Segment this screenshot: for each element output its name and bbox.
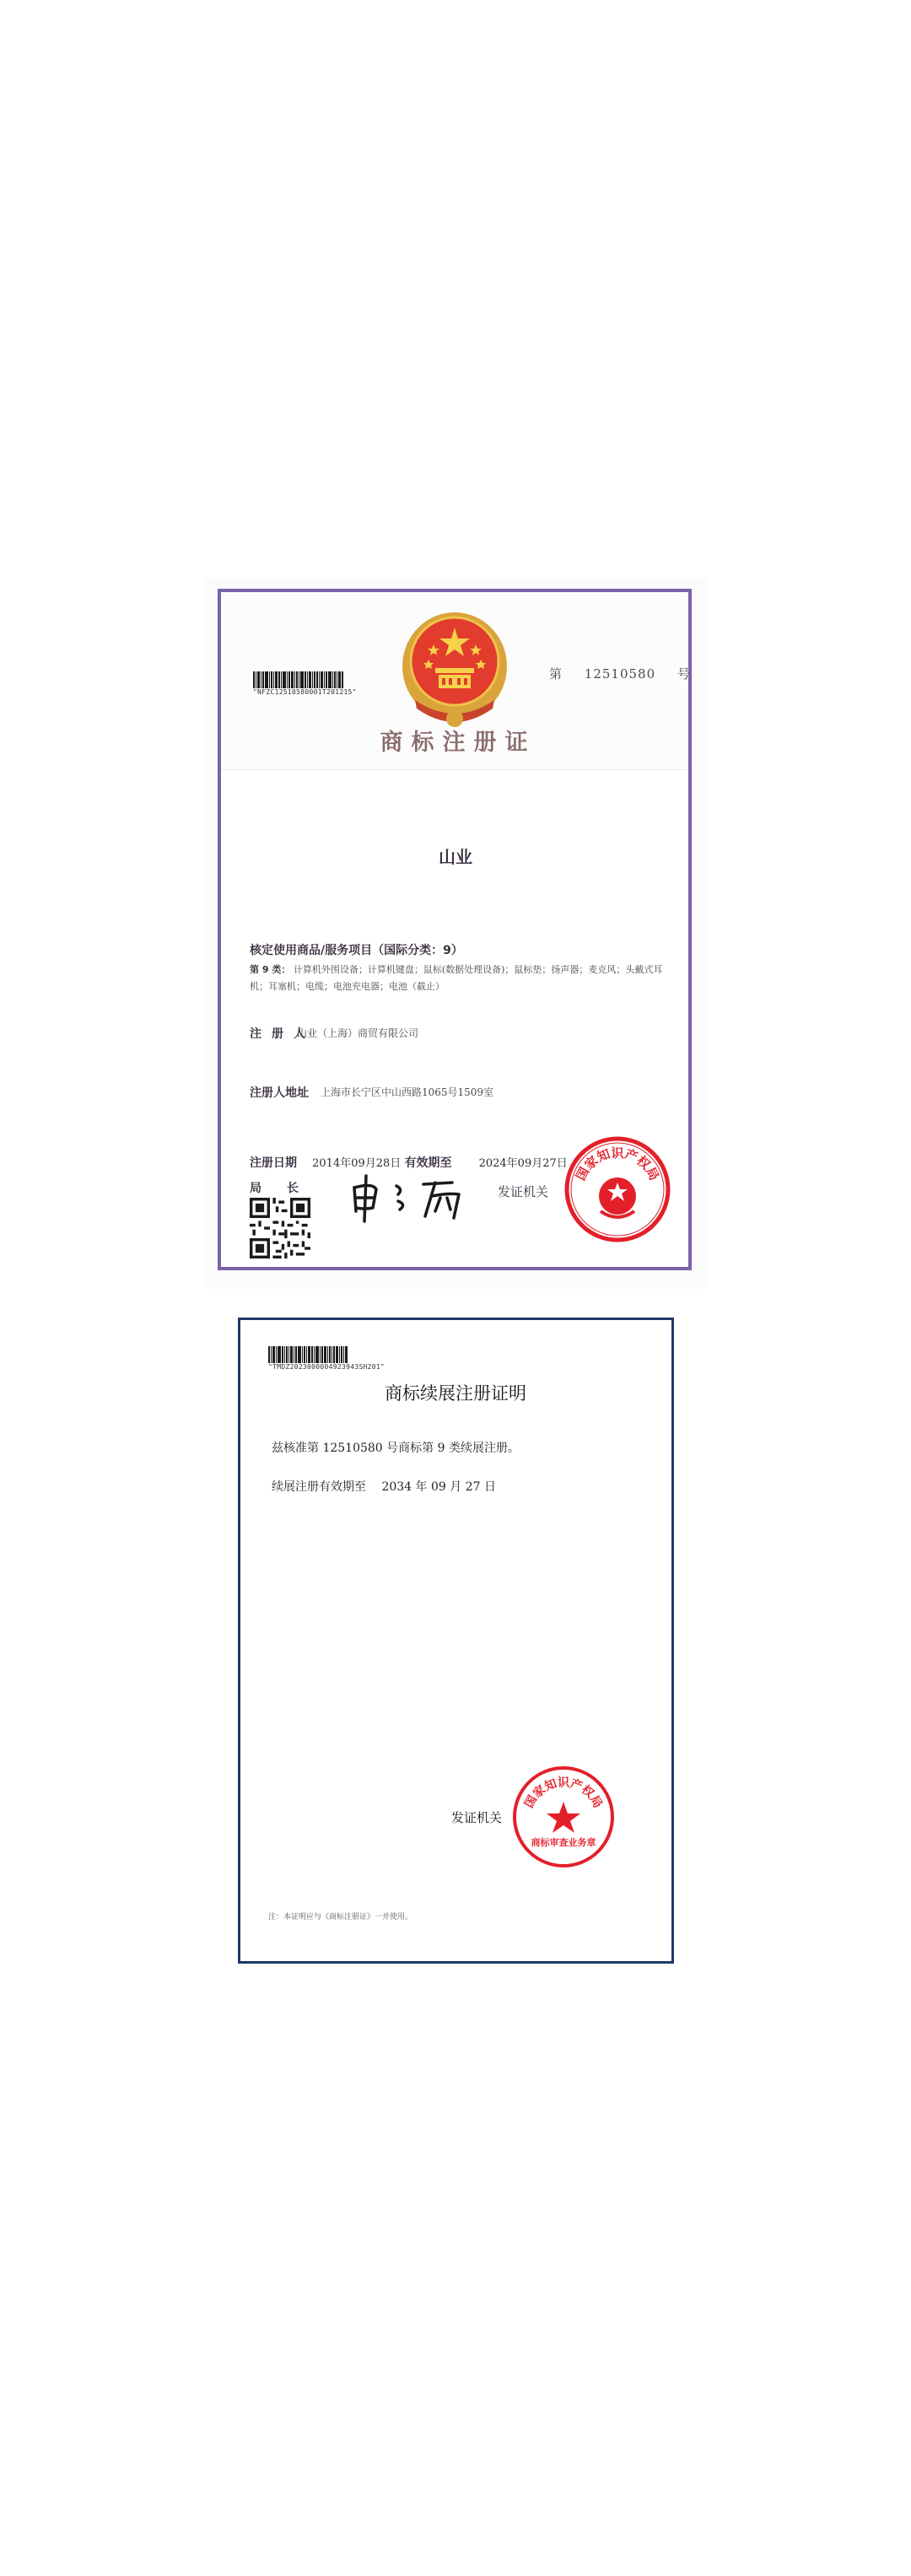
renewal-title: 商标续展注册证明 <box>385 1383 526 1404</box>
issuer-label: 发证机关 <box>498 1184 549 1199</box>
goods-text: 计算机外围设备；计算机键盘；鼠标(数据处理设备)；鼠标垫；扬声器；麦克风；头戴式耳机；耳塞机；电缆；电池充电器；电池（截止） <box>250 964 663 992</box>
barcode-icon <box>253 671 357 688</box>
registrant-address: 上海市长宁区中山西路1065号1509室 <box>321 1086 494 1098</box>
seal-arc-text: 国家知识产权局 <box>522 1776 605 1811</box>
renewal-footnote: 注：本证明应与《商标注册证》一并使用。 <box>268 1913 413 1921</box>
barcode-number: "TMDZ2023000004923943SH201" <box>268 1363 385 1371</box>
valid-until-label: 有效期至 <box>404 1156 452 1170</box>
registrant-name: 山业（上海）商贸有限公司 <box>297 1027 419 1039</box>
reg-date: 2014年09月28日 <box>312 1157 402 1170</box>
director-signature-icon <box>348 1169 482 1228</box>
renewal-barcode <box>268 1346 385 1371</box>
qr-code-icon <box>250 1198 310 1258</box>
goods-list <box>250 962 671 995</box>
certificate-title: 商标注册证 <box>380 730 536 756</box>
national-emblem-icon <box>398 609 511 734</box>
goods-class-label: 第 9 类： <box>250 964 291 975</box>
seal-arc-text: 国家知识产权局 <box>573 1145 662 1183</box>
director-label: 局长 <box>250 1182 324 1195</box>
seal-bottom-text: 商标审查业务章 <box>531 1837 596 1848</box>
certificate-barcode <box>253 671 357 696</box>
renewal-approval-text: 兹核准第 12510580 号商标第 9 类续展注册。 <box>272 1442 520 1455</box>
address-label: 注册人地址 <box>250 1086 309 1100</box>
number-prefix: 第 <box>549 666 563 682</box>
renewal-issuer-label: 发证机关 <box>451 1810 503 1825</box>
goods-heading: 核定使用商品/服务项目（国际分类：9） <box>250 944 463 957</box>
renewal-valid-until-text: 续展注册有效期至 2034 年 09 月 27 日 <box>272 1480 496 1494</box>
date-row <box>250 1154 568 1171</box>
valid-until-date: 2024年09月27日 <box>478 1157 568 1170</box>
barcode-icon <box>268 1346 385 1363</box>
barcode-number: "NFZC12510580001T201215" <box>253 688 357 696</box>
renewal-seal-icon <box>511 1765 616 1869</box>
number-suffix: 号 <box>677 666 691 682</box>
trademark-name: 山业 <box>439 847 472 867</box>
certificate-number-line <box>549 665 691 682</box>
reg-date-label: 注册日期 <box>250 1156 297 1170</box>
official-seal-icon <box>563 1135 671 1243</box>
fold-line <box>221 769 688 770</box>
registrant-label: 注册人 <box>250 1027 315 1041</box>
certificate-number: 12510580 <box>584 666 656 682</box>
